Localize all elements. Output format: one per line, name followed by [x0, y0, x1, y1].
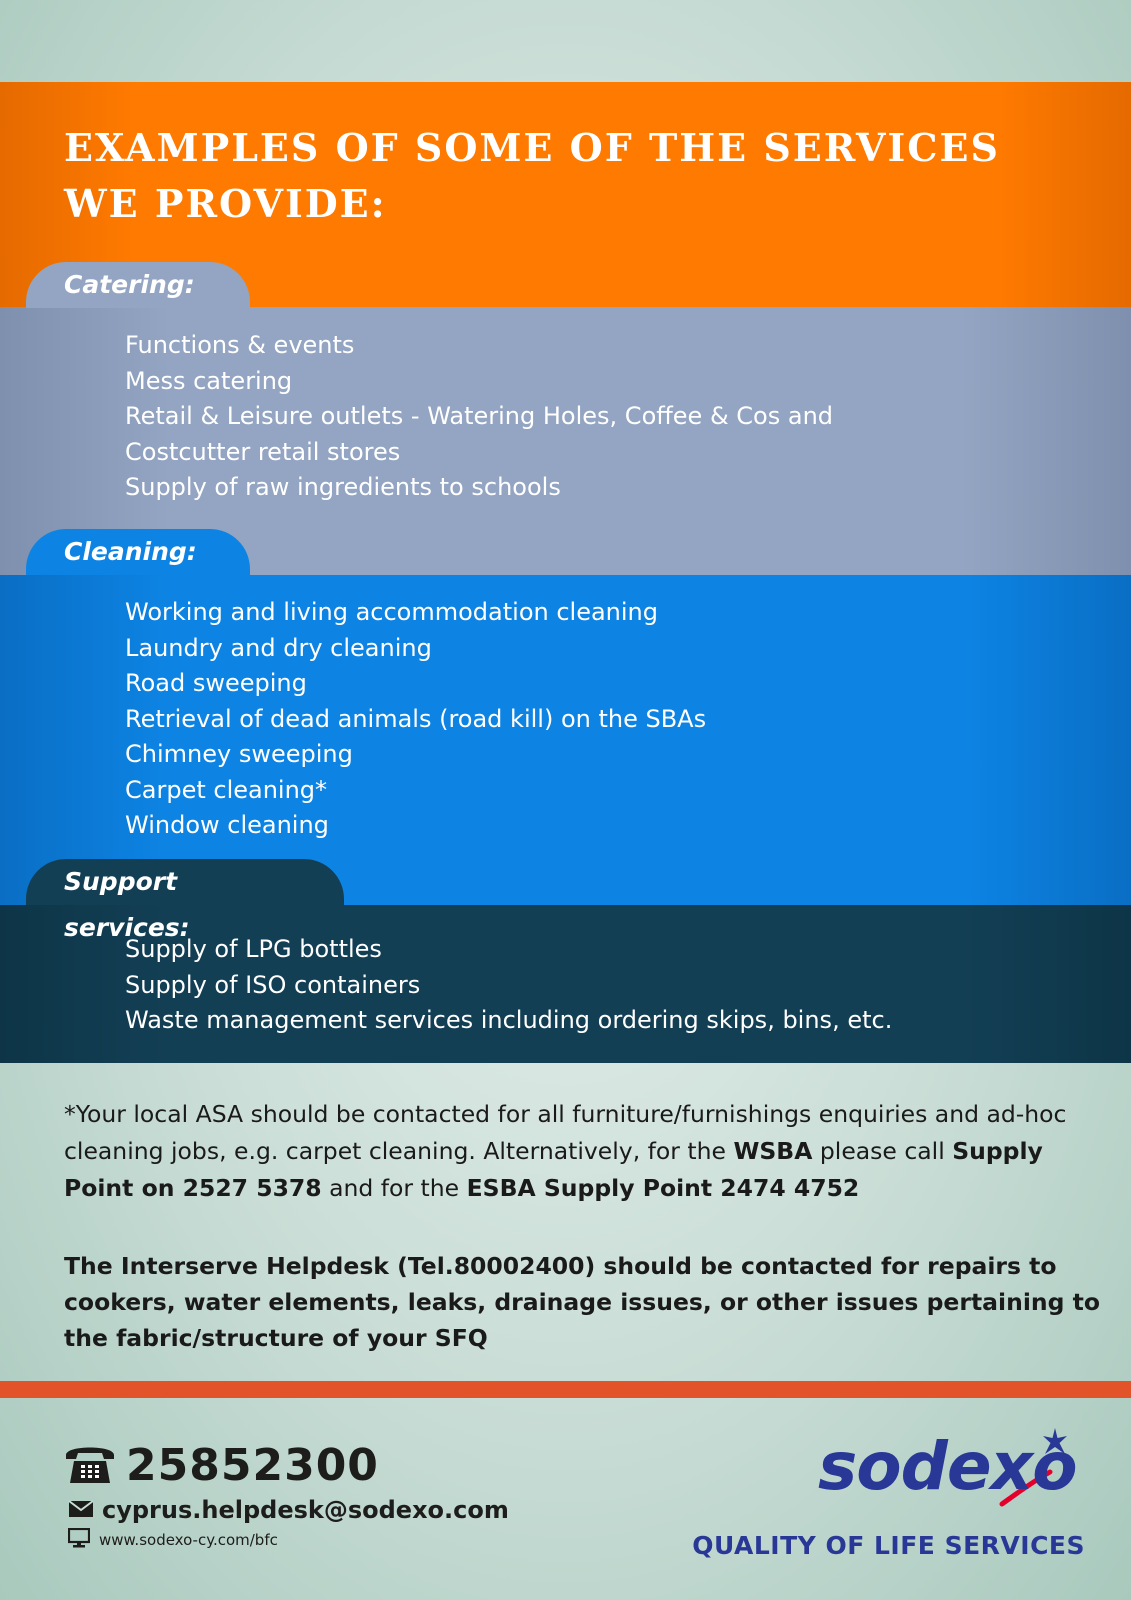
helpdesk-note — [64, 1248, 1114, 1356]
logo-wordmark: sodexo — [818, 1428, 1077, 1505]
cleaning-list — [125, 595, 706, 844]
logo-tagline: QUALITY OF LIFE SERVICES — [692, 1531, 1085, 1560]
list-item: Working and living accommodation cleaning — [125, 598, 659, 626]
cleaning-tab — [26, 529, 250, 575]
list-item: Functions & events — [125, 331, 355, 359]
support-tab — [26, 859, 344, 942]
phone-number: 25852300 — [126, 1439, 379, 1491]
list-item: Supply of LPG bottles — [125, 935, 382, 963]
phone-contact[interactable] — [64, 1440, 379, 1490]
catering-list — [125, 328, 833, 506]
email-contact[interactable] — [68, 1494, 509, 1526]
list-item: Supply of ISO containers — [125, 970, 421, 999]
cleaning-heading: Cleaning: — [64, 537, 197, 566]
list-item: Retrieval of dead animals (road kill) on the SBAs — [125, 704, 707, 733]
website-contact[interactable] — [68, 1528, 278, 1552]
helpdesk-prefix: The — [64, 1252, 121, 1280]
phone-icon — [64, 1441, 116, 1489]
list-item: Supply of raw ingredients to schools — [125, 473, 561, 501]
list-item: Carpet cleaning* — [125, 775, 328, 804]
divider — [0, 1381, 1131, 1398]
list-item: Road sweeping — [125, 669, 307, 697]
list-item: Costcutter retail stores — [125, 437, 401, 466]
wsba-label: WSBA — [733, 1137, 813, 1165]
website-url: www.sodexo-cy.com/bfc — [99, 1531, 278, 1549]
asa-note — [64, 1096, 1104, 1207]
list-item: Chimney sweeping — [125, 740, 353, 768]
helpdesk-text: should be contacted for repairs to cookers, water elements, leaks, drainage issues, or other issues pertaining to the fabric/structure of your SFQ — [64, 1252, 1100, 1352]
note-text: *Your local ASA should be contacted for all furniture/furnishings enquiries and ad-hoc cleaning jobs, e.g. carpet cleaning. Alternatively, for the — [64, 1100, 1067, 1165]
note-text: please call — [812, 1137, 953, 1165]
helpdesk-name: Interserve Helpdesk (Tel.80002400) — [120, 1252, 596, 1280]
esba-supply-point: ESBA Supply Point 2474 4752 — [466, 1174, 860, 1202]
list-item: Window cleaning — [125, 811, 329, 839]
catering-heading: Catering: — [64, 270, 195, 299]
list-item: Mess catering — [125, 366, 293, 395]
envelope-icon — [68, 1498, 94, 1522]
email-address: cyprus.helpdesk@sodexo.com — [102, 1496, 509, 1524]
catering-tab — [26, 262, 250, 308]
note-text: and for the — [321, 1174, 467, 1202]
wsba-supply-point: Supply Point on 2527 5378 — [64, 1137, 1043, 1202]
monitor-icon — [68, 1528, 90, 1552]
support-list — [125, 932, 892, 1039]
support-heading: Support services: — [64, 867, 190, 942]
sodexo-logo — [692, 1428, 1100, 1568]
list-item: Laundry and dry cleaning — [125, 633, 432, 662]
page-title: EXAMPLES OF SOME OF THE SERVICES WE PROVIDE: — [64, 125, 1000, 226]
list-item: Waste management services including ordering skips, bins, etc. — [125, 1006, 893, 1034]
list-item: Retail & Leisure outlets - Watering Holes, Coffee & Cos and — [125, 402, 834, 430]
